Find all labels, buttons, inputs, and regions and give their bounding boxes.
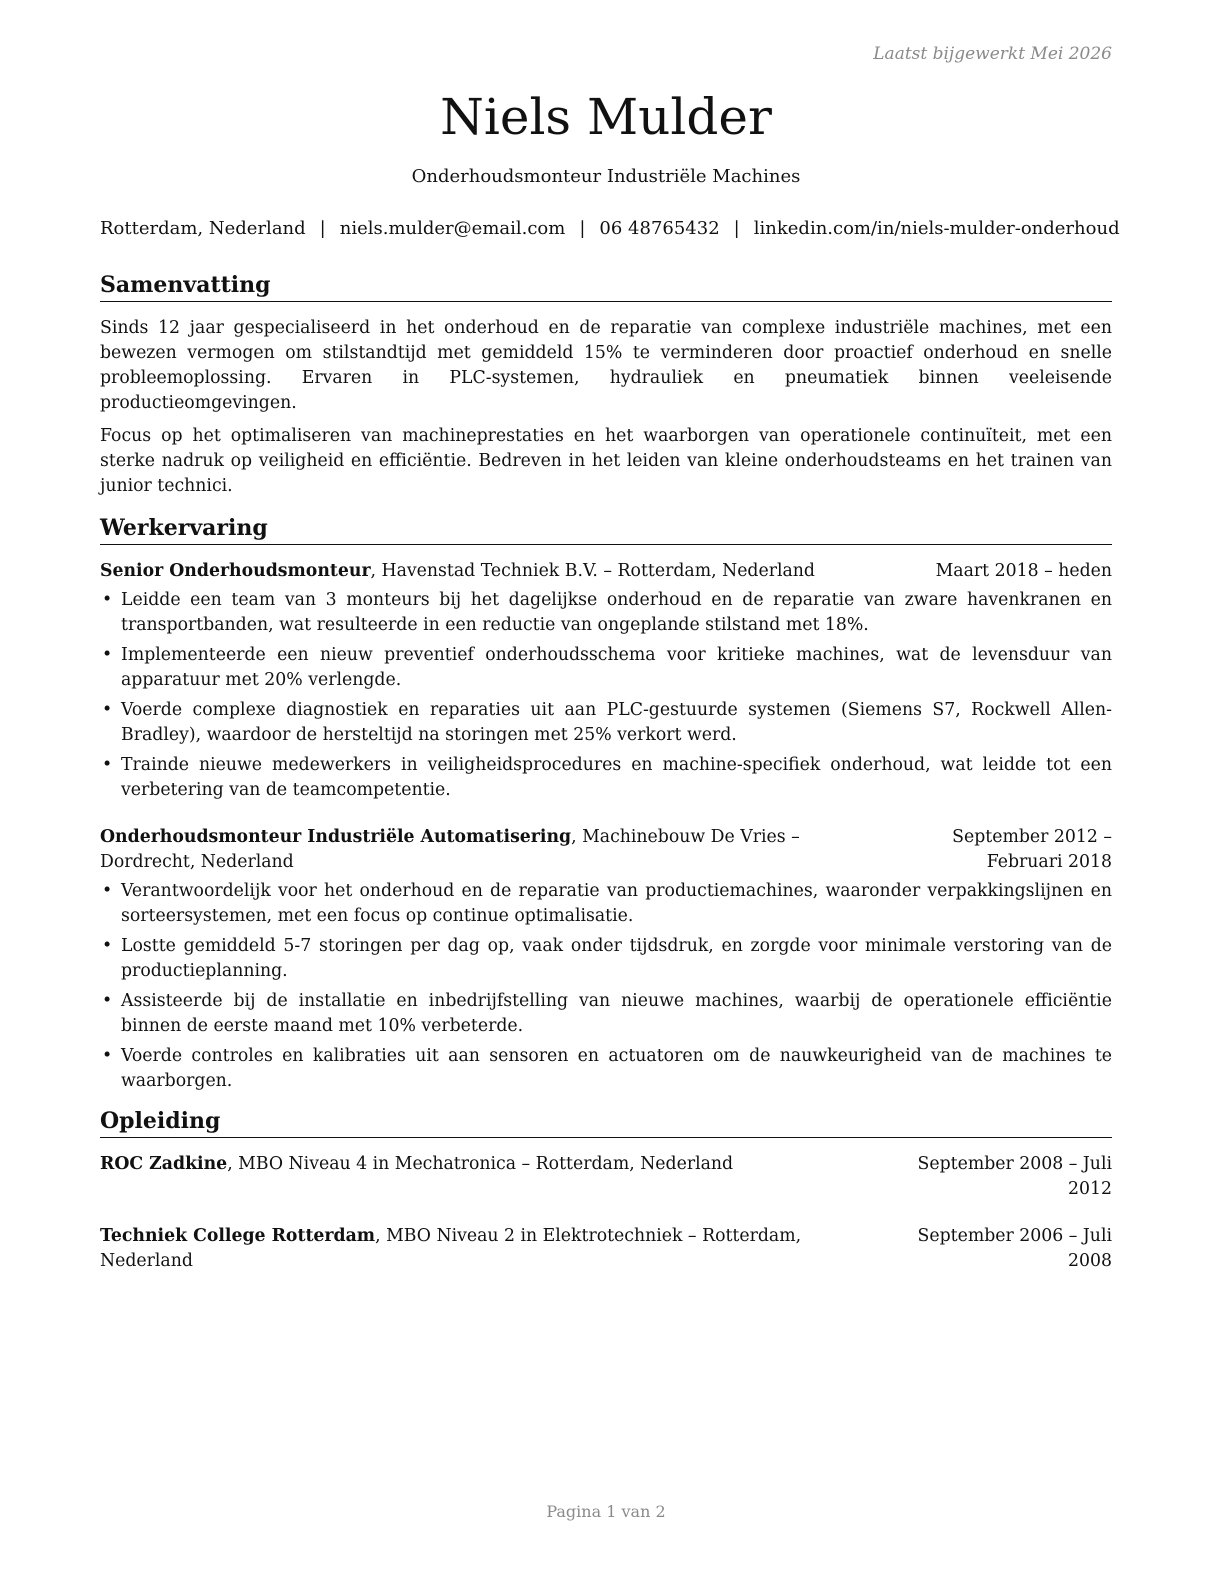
education-period: September 2006 – Juli 2008 bbox=[917, 1226, 1112, 1271]
contact-location: Rotterdam, Nederland bbox=[100, 218, 306, 239]
resume-content bbox=[100, 270, 1112, 1286]
job-bullet: • Verantwoordelijk voor het onderhoud en de reparatie van productiemachines, waaronder verpakkingslijnen en sorteersystemen, met een focus op continue optimalisatie. bbox=[100, 879, 1112, 929]
education-entry bbox=[100, 1152, 1112, 1202]
summary-paragraph: Focus op het optimaliseren van machineprestaties en het waarborgen van operationele continuïteit, met een sterke nadruk op veiligheid en efficiëntie. Bedreven in het leiden van kleine onderhoudsteams en het trainen van junior technici. bbox=[100, 426, 1112, 496]
job-entry bbox=[100, 825, 1112, 1094]
contact-email[interactable]: niels.mulder@email.com bbox=[339, 218, 566, 239]
contact-phone[interactable]: 06 48765432 bbox=[599, 218, 720, 239]
job-heading bbox=[100, 825, 877, 875]
contact-line bbox=[100, 218, 1120, 239]
job-bullet: • Trainde nieuwe medewerkers in veiligheidsprocedures en machine-specifiek onderhoud, wat leidde tot een verbetering van de teamcompetentie. bbox=[100, 753, 1112, 803]
job-header bbox=[100, 825, 1112, 875]
job-header bbox=[100, 559, 1112, 584]
job-bullets bbox=[100, 879, 1112, 1094]
summary-section bbox=[100, 270, 1112, 499]
education-heading bbox=[100, 1152, 880, 1202]
education-school: ROC Zadkine bbox=[100, 1154, 228, 1174]
section-title-experience: Werkervaring bbox=[100, 513, 1112, 545]
contact-linkedin[interactable]: linkedin.com/in/niels-mulder-onderhoud bbox=[753, 218, 1120, 239]
job-bullet: • Voerde complexe diagnostiek en reparaties uit aan PLC-gestuurde systemen (Siemens S7, Rockwell Allen-Bradley), waardoor de hersteltijd na storingen met 25% verkort werd. bbox=[100, 698, 1112, 748]
job-bullet: • Voerde controles en kalibraties uit aan sensoren en actuatoren om de nauwkeurigheid van de machines te waarborgen. bbox=[100, 1044, 1112, 1094]
job-period: Maart 2018 – heden bbox=[935, 561, 1112, 581]
candidate-name: Niels Mulder bbox=[440, 88, 772, 146]
job-role: Senior Onderhoudsmonteur bbox=[100, 561, 371, 581]
education-entry bbox=[100, 1224, 1112, 1274]
job-company: , Machinebouw De Vries – Dordrecht, Nederland bbox=[100, 827, 800, 872]
section-title-summary: Samenvatting bbox=[100, 270, 1112, 302]
contact-separator: | bbox=[579, 218, 586, 239]
job-period: September 2012 – Februari 2018 bbox=[952, 827, 1112, 872]
education-detail: , MBO Niveau 2 in Elektrotechniek – Rotterdam, Nederland bbox=[100, 1226, 802, 1271]
page-number: Pagina 1 van 2 bbox=[546, 1502, 666, 1521]
education-header bbox=[100, 1152, 1112, 1202]
education-section bbox=[100, 1106, 1112, 1274]
education-school: Techniek College Rotterdam bbox=[100, 1226, 376, 1246]
job-bullet: • Lostte gemiddeld 5-7 storingen per dag op, vaak onder tijdsdruk, en zorgde voor minimale verstoring van de productieplanning. bbox=[100, 934, 1112, 984]
education-period: September 2008 – Juli 2012 bbox=[917, 1154, 1112, 1199]
education-header bbox=[100, 1224, 1112, 1274]
resume-page bbox=[100, 0, 1120, 1584]
education-detail: , MBO Niveau 4 in Mechatronica – Rotterdam, Nederland bbox=[227, 1154, 734, 1174]
section-title-education: Opleiding bbox=[100, 1106, 1112, 1138]
job-bullet: • Leidde een team van 3 monteurs bij het dagelijkse onderhoud en de reparatie van zware havenkranen en transportbanden, wat resulteerde in een reductie van ongeplande stilstand met 18%. bbox=[100, 588, 1112, 638]
contact-separator: | bbox=[319, 218, 326, 239]
job-bullet: • Assisteerde bij de installatie en inbedrijfstelling van nieuwe machines, waarbij de operationele efficiëntie binnen de eerste maand met 10% verbeterde. bbox=[100, 989, 1112, 1039]
experience-section bbox=[100, 513, 1112, 1094]
job-heading bbox=[100, 559, 936, 584]
last-updated-note: Laatst bijgewerkt Mei 2026 bbox=[873, 44, 1112, 64]
summary-paragraph: Sinds 12 jaar gespecialiseerd in het onderhoud en de reparatie van complexe industriële machines, met een bewezen vermogen om stilstandtijd met gemiddeld 15% te verminderen door proactief onderhoud en snelle probleemoplossing. Ervaren in PLC-systemen, hydrauliek en pneumatiek binnen veeleisende productieomgevingen. bbox=[100, 318, 1112, 413]
job-company: , Havenstad Techniek B.V. – Rotterdam, Nederland bbox=[370, 561, 815, 581]
job-bullet: • Implementeerde een nieuw preventief onderhoudsschema voor kritieke machines, wat de levensduur van apparatuur met 20% verlengde. bbox=[100, 643, 1112, 693]
job-role: Onderhoudsmonteur Industriële Automatisering bbox=[100, 827, 572, 847]
job-entry bbox=[100, 559, 1112, 803]
contact-separator: | bbox=[733, 218, 740, 239]
job-bullets bbox=[100, 588, 1112, 803]
education-heading bbox=[100, 1224, 880, 1274]
job-title: Onderhoudsmonteur Industriële Machines bbox=[411, 166, 801, 187]
